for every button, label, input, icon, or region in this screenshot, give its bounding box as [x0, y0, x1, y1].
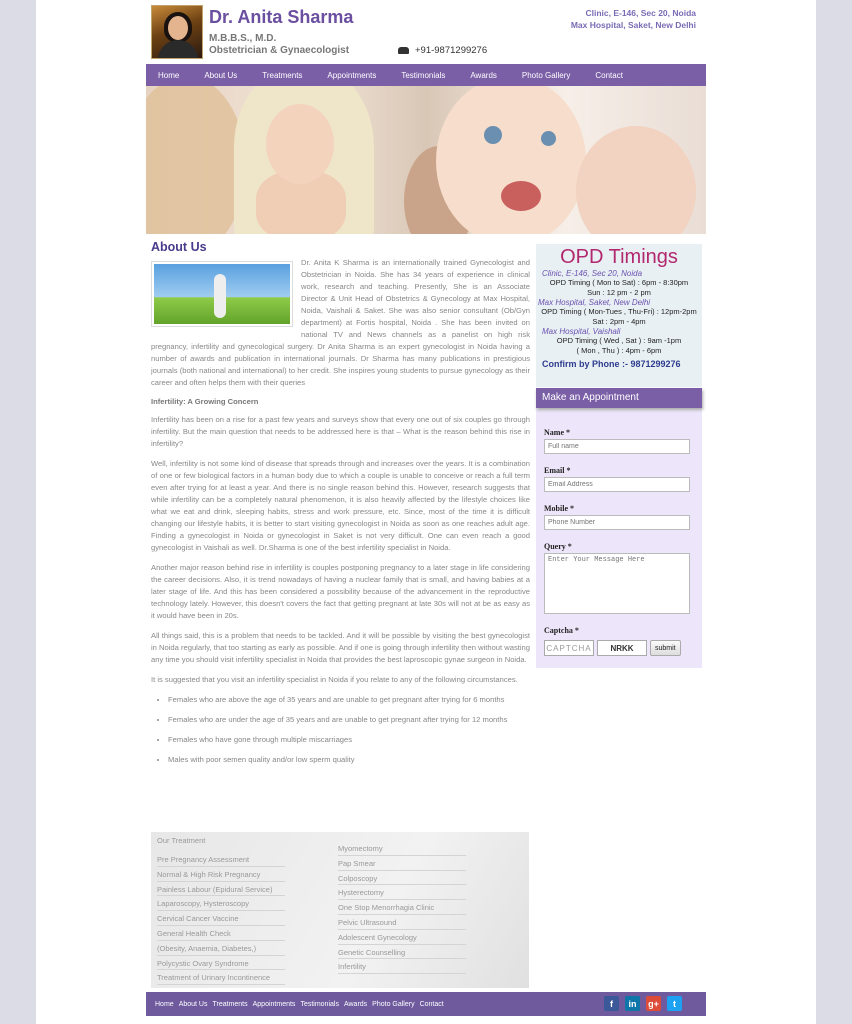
about-section — [146, 240, 536, 774]
treatment-column-2 — [338, 841, 466, 974]
email-field[interactable] — [544, 477, 690, 492]
email-label: Email * — [544, 466, 571, 475]
captcha-label: Captcha * — [544, 626, 579, 635]
doctor-degree: M.B.B.S., M.D. — [209, 33, 277, 44]
footer-link-photo-gallery[interactable]: Photo Gallery — [372, 1000, 415, 1008]
appointment-header: Make an Appointment — [536, 388, 702, 408]
opd-time: ( Mon , Thu ) : 4pm - 6pm — [576, 346, 662, 355]
linkedin-icon[interactable]: in — [625, 996, 640, 1011]
query-field[interactable] — [544, 553, 690, 614]
nav-about-us[interactable]: About Us — [204, 70, 238, 80]
captcha-row — [544, 640, 694, 656]
treatment-item[interactable]: Normal & High Risk Pregnancy — [157, 867, 285, 882]
footer-link-appointments[interactable]: Appointments — [252, 1000, 296, 1008]
treatment-item[interactable]: Polycystic Ovary Syndrome — [157, 956, 285, 971]
twitter-icon[interactable]: t — [667, 996, 682, 1011]
main-nav — [146, 64, 706, 86]
nav-contact[interactable]: Contact — [595, 70, 623, 80]
facebook-icon[interactable]: f — [604, 996, 619, 1011]
paragraph: All things said, this is a problem that needs to be tackled. And it will be possible by visiting the best gynecologist in Noida regularly, that too starting as early as possible. And if one is going through infertility then without wasting any time you should visit infertility specialist in Noida that provides the best laproscopic gynae surgeon in Noida. — [151, 631, 530, 664]
hero-banner — [146, 86, 706, 234]
treatment-title: Our Treatment — [157, 836, 206, 845]
page-frame — [36, 0, 816, 1024]
treatment-item[interactable]: Cervical Cancer Vaccine — [157, 911, 285, 926]
nav-home[interactable]: Home — [158, 70, 180, 80]
treatment-item[interactable]: Treatment of Urinary Incontinence — [157, 970, 285, 985]
opd-time: OPD Timing ( Mon-Tues , Thu-Fri) : 12pm-2pm — [541, 307, 697, 316]
about-image — [151, 261, 293, 327]
site-header — [146, 0, 706, 64]
opd-time: OPD Timing ( Wed , Sat ) : 9am -1pm — [556, 336, 682, 345]
footer-link-contact[interactable]: Contact — [419, 1000, 444, 1008]
footer-link-testimonials[interactable]: Testimonials — [300, 1000, 339, 1008]
treatment-item[interactable]: General Health Check — [157, 926, 285, 941]
list-item: • Males with poor semen quality and/or low sperm quality — [168, 754, 530, 766]
footer-link-awards[interactable]: Awards — [343, 1000, 368, 1008]
paragraph: Another major reason behind rise in infertility is couples postponing pregnancy to a later stage in life considering the career decisions. Also, it is trend nowadays of having a nuclear family that is small, and having babies at a later stage of life. And this has been considered a possibility because of the advancement in the reproductive technology lately. However, this doesn't covers the fact that getting pregnant at late 30s will not at be as easy as it would have been in 20s. — [151, 563, 530, 620]
nav-testimonials[interactable]: Testimonials — [401, 70, 446, 80]
list-item: • Females who are above the age of 35 years and are unable to get pregnant after trying for 6 months — [168, 694, 530, 706]
nav-appointments[interactable]: Appointments — [327, 70, 377, 80]
opd-time: Sat : 2pm - 4pm — [592, 317, 646, 326]
mobile-field[interactable] — [544, 515, 690, 530]
treatment-item[interactable]: Laparoscopy, Hysteroscopy — [157, 896, 285, 911]
about-title: About Us — [151, 240, 207, 254]
address-line-1: Clinic, E-146, Sec 20, Noida — [585, 8, 696, 18]
doctor-name: Dr. Anita Sharma — [209, 7, 354, 27]
phone-icon — [398, 47, 409, 54]
treatment-item[interactable]: Myomectomy — [338, 841, 466, 856]
query-label: Query * — [544, 542, 572, 551]
name-label: Name * — [544, 428, 570, 437]
infertility-heading: Infertility: A Growing Concern — [151, 397, 259, 406]
footer-link-home[interactable]: Home — [155, 1000, 174, 1008]
address-line-2: Max Hospital, Saket, New Delhi — [570, 20, 696, 30]
doctor-specialty: Obstetrician & Gynaecologist — [209, 45, 350, 56]
treatment-item[interactable]: Infertility — [338, 959, 466, 974]
social-icons — [604, 996, 682, 1011]
opd-time: OPD Timing ( Mon to Sat) : 6pm - 8:30pm — [549, 278, 689, 287]
sidebar — [536, 244, 702, 668]
submit-button[interactable]: submit — [650, 640, 681, 656]
treatment-item[interactable]: Painless Labour (Epidural Service) — [157, 882, 285, 897]
opd-location: Clinic, E-146, Sec 20, Noida — [542, 269, 643, 278]
opd-timings-box — [536, 244, 702, 387]
treatment-item[interactable]: Colposcopy — [338, 871, 466, 886]
footer-link-about-us[interactable]: About Us — [178, 1000, 208, 1008]
treatment-item[interactable]: Pre Pregnancy Assessment — [157, 852, 285, 867]
treatment-item[interactable]: Pelvic Ultrasound — [338, 915, 466, 930]
appointment-form — [536, 408, 702, 668]
name-field[interactable] — [544, 439, 690, 454]
doctor-photo — [151, 5, 203, 59]
treatment-item[interactable]: One Stop Menorrhagia Clinic — [338, 900, 466, 915]
opd-location: Max Hospital, Vaishali — [542, 327, 621, 336]
header-phone — [398, 45, 487, 56]
phone-number: +91-9871299276 — [415, 45, 488, 56]
treatment-item[interactable]: Pap Smear — [338, 856, 466, 871]
treatment-panel — [151, 832, 529, 988]
googleplus-icon[interactable]: g+ — [646, 996, 661, 1011]
paragraph: Well, infertility is not some kind of disease that spreads through and increases over the years. It is a combination of one or few biological factors in a human body due to which a couple is unable to conceive or reach a full term even after trying for at least a year. And there is no single reason behind this. However, research suggests that while infertility can be a completely natural phenomenon, it is also heavily affected by the lifestyle choices like what we eat and drink, sleeping habits, stress and work pressure, etc. Since, most of the time it is difficult changing our lifestyle habits, it is better to start visiting gynecologist in Noida as soon as one reaches adult age. Finding a gynecologist in Noida or gynecologist in Saket is not very difficult. One can even reach a good gynecologist in Vaishali as well. Dr.Sharma is one of the best infertility specialist in Noida. — [151, 459, 530, 552]
paragraph: It is suggested that you visit an infertility specialist in Noida if you relate to any of the following circumstances. — [151, 675, 518, 684]
confirm-by-phone: Confirm by Phone :- 9871299276 — [542, 359, 681, 369]
treatment-item[interactable]: Hysterectomy — [338, 885, 466, 900]
nav-photo-gallery[interactable]: Photo Gallery — [521, 70, 571, 80]
opd-title: OPD Timings — [560, 246, 678, 268]
treatment-item[interactable]: Genetic Counselling — [338, 945, 466, 960]
opd-time: Sun : 12 pm - 2 pm — [587, 288, 651, 297]
circumstances-list — [168, 694, 530, 766]
paragraph: Infertility has been on a rise for a past few years and surveys show that every one out of six couples go through infertility. But the main question that needs to be addressed here is that – What is the reason behind this rise in infertility? — [151, 415, 530, 448]
site-wrapper — [146, 0, 706, 1009]
list-item: • Females who have gone through multiple miscarriages — [168, 734, 530, 746]
captcha-input[interactable]: NRKK — [597, 640, 647, 656]
footer-link-treatments[interactable]: Treatments — [212, 1000, 248, 1008]
nav-treatments[interactable]: Treatments — [262, 70, 303, 80]
treatment-column-1 — [157, 852, 285, 985]
opd-location: Max Hospital, Saket, New Delhi — [538, 298, 651, 307]
captcha-image: CAPTCHA — [544, 640, 594, 656]
list-item: • Females who are under the age of 35 years and are unable to get pregnant after trying for 12 months — [168, 714, 530, 726]
mobile-label: Mobile * — [544, 504, 574, 513]
treatment-item[interactable]: (Obesity, Anaemia, Diabetes,) — [157, 941, 285, 956]
about-paragraph: Dr. Anita K Sharma is an internationally trained Gynecologist and Obstetrician in Noida. She has 34 years of experience in clinical work, research and teaching. Presently, She is an Associate Director & Unit Head of Obstetrics & Gynecology at Max Hospital, Noida, Vaishali & Saket. She was also senior consultant (Ob/Gyn department) at Fortis hospital, Noida . She has been invited on national TV and News channels as a panelist on high risk pregnancy, infertility and gynecological surgery. Dr Anita Sharma is an expert gynecologist in Noida having a number of awards and publication in international journals. Dr Sharma has many publications in prestigious journals (both national and international) to her credit. She inspires young students to pursue gynecology as their career and often helps them with their queries — [151, 258, 530, 387]
site-footer — [146, 992, 706, 1016]
treatment-item[interactable]: Adolescent Gynecology — [338, 930, 466, 945]
nav-awards[interactable]: Awards — [470, 70, 497, 80]
